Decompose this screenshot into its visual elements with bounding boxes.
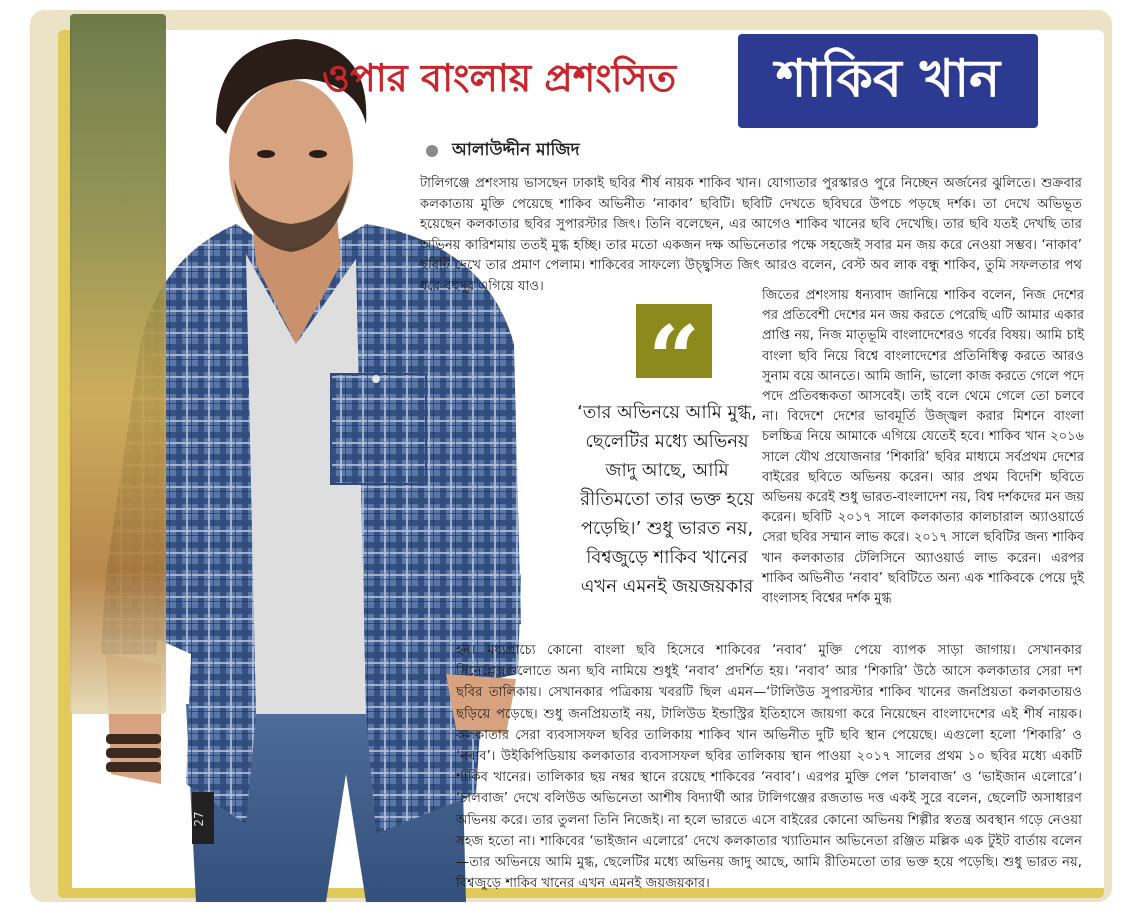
byline-author: আলাউদ্দীন মাজিদ: [452, 140, 580, 160]
pull-quote: ‘তার অভিনয়ে আমি মুগ্ধ, ছেলেটির মধ্যে অভিনয় জাদু আছে, আমি রীতিমতো তার ভক্ত হয়ে পড়েছি।’ শুধু ভারত নয়, বিশ্বজুড়ে শাকিব খানের এখন এমনই জয়জয়কার: [577, 402, 757, 597]
shirt-pocket-shape: [331, 374, 426, 484]
shirt-label-text: 27: [192, 811, 206, 827]
quote-mark-icon: “: [648, 306, 700, 412]
byline-bullet-icon: [426, 145, 438, 157]
photo-background: [70, 14, 166, 714]
article-paragraph-right: জিতের প্রশংসায় ধন্যবাদ জানিয়ে শাকিব বলেন, নিজ দেশের পর প্রতিবেশী দেশের মন জয় করতে পেরেছি এটি আমার একার প্রাপ্তি নয়, নিজ মাতৃভূমি বাংলাদেশেরও গর্বের বিষয়। আমি চাই বাংলা ছবি নিয়ে বিশ্বে বাংলাদেশের প্রতিনিধিত্ব করতে আরও সুনাম বয়ে আনতে। আমি জানি, ভালো কাজ করতে গেলে পদে পদে প্রতিবন্ধকতা আসবেই। তাই বলে থেমে গেলে তো চলবে না। বিদেশে দেশের ভাবমূর্তি উজ্জ্বল করার মিশনে বাংলা চলচ্চিত্র নিয়ে আমাকে এগিয়ে যেতেই হবে। শাকিব খান ২০১৬ সালে যৌথ প্রযোজনার ‘শিকারি’ ছবির মাধ্যমে সর্বপ্রথম দেশের বাইরের ছবিতে অভিনয় করেন। আর প্রথম বিদেশি ছবিতে অভিনয় করেই শুধু ভারত-বাংলাদেশ নয়, বিশ্ব দর্শকদের মন জয় করেন। ছবিটি ২০১৭ সালে কলকাতার কালচারাল অ্যাওয়ার্ডে সেরা ছবির সম্মান লাভ করে। ২০১৭ সালে ছবিটির জন্য শাকিব খান কলকাতার টেলিসিনে অ্যাওয়ার্ড লাভ করেন। এরপর শাকিব অভিনীত ‘নবাব’ ছবিটিতে অন্য এক শাকিবকে পেয়ে দুই বাংলাসহ বিশ্বের দর্শক মুগ্ধ: [762, 288, 1084, 607]
byline: [426, 138, 580, 164]
article-paragraph-top: টালিগঞ্জে প্রশংসায় ভাসছেন ঢাকাই ছবির শীর্ষ নায়ক শাকিব খান। যোগ্যতার পুরস্কারও পুরে নিচ্ছেন অর্জনের ঝুলিতে। শুক্রবার কলকাতায় মুক্তি পেয়েছে শাকিব অভিনীত ‘নাকাব’ ছবিটি। ছবিটি দেখতে ছবিঘরে উপচে পড়ছে দর্শক। তা দেখে অভিভূত হয়েছেন কলকাতার ছবির সুপারস্টার জিৎ। তিনি বলেছেন, এর আগেও শাকিব খানের ছবি দেখেছি। তার ছবি যতই দেখছি তার অভিনয় কারিশমায় ততই মুগ্ধ হচ্ছি। তার মতো একজন দক্ষ অভিনেতার পক্ষে সহজেই সবার মন জয় করে নেওয়া সম্ভব। ‘নাকাব’ ছবিটি দেখে তার প্রমাণ পেলাম। শাকিবের সাফল্যে উচ্ছ্বসিত জিৎ আরও বলেন, বেস্ট অব লাক বন্ধু শাকিব, তুমি সফলতার পথ ধরে বহুদূর এগিয়ে যাও।: [420, 176, 1082, 294]
headline-name: শাকিব খান: [738, 34, 1038, 128]
headline-title: ওপার বাংলায় প্রশংসিত: [322, 55, 677, 100]
article-paragraph-bottom: হন। মধ্যপ্রাচ্যে কোনো বাংলা ছবি হিসেবে শাকিবের ‘নবাব’ মুক্তি পেয়ে ব্যাপক সাড়া জাগায়। সেখানকার সিনেপ্লেক্সগুলোতে অন্য ছবি নামিয়ে শুধুই ‘নবাব’ প্রদর্শিত হয়। ‘নবাব’ আর ‘শিকারি’ উঠে আসে কলকাতার সেরা দশ ছবির তালিকায়। সেখানকার পত্রিকায় খবরটি ছিল এমন—‘টালিউড সুপারস্টার শাকিব খানের জনপ্রিয়তা কলকাতায়ও ছড়িয়ে পড়েছে। শুধু জনপ্রিয়তাই নয়, টালিউড ইন্ডাস্ট্রির ইতিহাসে জায়গা করে নিয়েছেন বাংলাদেশের এই শীর্ষ নায়ক। কলকাতার সেরা ব্যবসাসফল ছবির তালিকায় শাকিব খান অভিনীত দুটি ছবি স্থান পেয়েছে। এগুলো হলো ‘শিকারি’ ও ‘নবাব’। উইকিপিডিয়ায় কলকাতার ব্যবসাসফল ছবির তালিকায় স্থান পাওয়া ২০১৭ সালের প্রথম ১০ ছবির মধ্যে একটি শাকিব খানের। তালিকার ছয় নম্বর স্থানে রয়েছে শাকিবের ‘নবাব’। এরপর মুক্তি পেল ‘চালবাজ’ ও ‘ভাইজান এলোরে’। ‘চালবাজ’ দেখে বলিউড অভিনেতা আশীষ বিদ্যার্থী আর টালিগঞ্জের রজতাভ দত্ত একই সুরে বলেন, ছেলেটি অসাধারণ অভিনয় করে। তার তুলনা তিনি নিজেই। না হলে ভারতে এসে বাইরের কোনো অভিনয় শিল্পীর স্বতন্ত্র অবস্থান গড়ে নেওয়া সহজ হতো না। শাকিবের ‘ভাইজান এলোরে’ দেখে কলকাতার খ্যাতিমান অভিনেতা রঞ্জিত মল্লিক এক টুইট বার্তায় বলেন—তার অভিনয়ে আমি মুগ্ধ, ছেলেটির মধ্যে অভিনয় জাদু আছে, আমি রীতিমতো তার ভক্ত হয়ে পড়েছি। শুধু ভারত নয়, বিশ্বজুড়ে শাকিব খানের এখন এমনই জয়জয়কার।: [456, 643, 1082, 892]
quote-mark-box: [636, 304, 712, 412]
